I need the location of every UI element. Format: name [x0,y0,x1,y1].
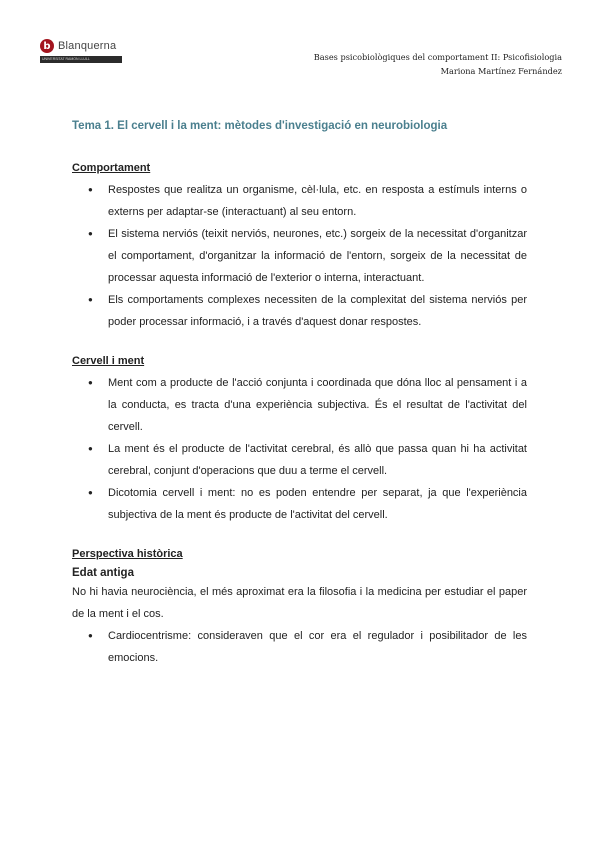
list-item: ● Dicotomia cervell i ment: no es poden entendre per separat, ja que l'experiència subjectiva de la ment és producte de l'activitat del cervell. [108,482,527,526]
cervell-list [72,372,527,526]
list-item: ● Ment com a producte de l'acció conjunta i coordinada que dóna lloc al pensament i a la conducta, es tracta d'una experiència subjectiva. És el resultat de l'activitat del cervell. [108,372,527,438]
document-body [72,120,527,669]
page-header [314,50,562,78]
course-name: Bases psicobiològiques del comportament II: Psicofisiologia [313,52,562,62]
blanquerna-logo [40,39,122,63]
logo-mark-icon: b [40,39,54,53]
section-heading-cervell: Cervell i ment [72,355,145,367]
list-item: ● Cardiocentrisme: consideraven que el cor era el regulador i posibilitador de les emocions. [108,625,527,669]
paragraph: No hi havia neurociència, el més aproximat era la filosofia i la medicina per estudiar el paper de la ment i el cos. [72,586,527,620]
list-item: ● Respostes que realitza un organisme, cèl·lula, etc. en resposta a estímuls interns o externs per adaptar-se (interactuant) al seu entorn. [108,179,527,223]
list-item: ● La ment és el producte de l'activitat cerebral, és allò que passa quan hi ha activitat cerebral, conjunt d'operacions que duu a terme el cervell. [108,438,527,482]
logo-name: Blanquerna [58,40,117,52]
section-heading-perspectiva: Perspectiva històrica [72,548,183,560]
comportament-list [72,179,527,333]
list-item: ● El sistema nerviós (teixit nerviós, neurones, etc.) sorgeix de la necessitat d'organitzar el comportament, d'organitzar la informació de l'entorn, sorgeix de la necessitat de processar aquesta informació de l'exterior o interna, interactuant. [108,223,527,289]
perspectiva-list [72,625,527,669]
document-title: Tema 1. El cervell i la ment: mètodes d'investigació en neurobiologia [72,120,448,132]
subheading-edat-antiga: Edat antiga [72,567,134,579]
section-heading-comportament: Comportament [72,162,151,174]
author-name: Mariona Martínez Fernández [440,66,562,76]
logo-tagline: UNIVERSITAT RAMON LLULL [40,56,122,63]
list-item: ● Els comportaments complexes necessiten de la complexitat del sistema nerviós per poder processar informació, i a través d'aquest donar respostes. [108,289,527,333]
